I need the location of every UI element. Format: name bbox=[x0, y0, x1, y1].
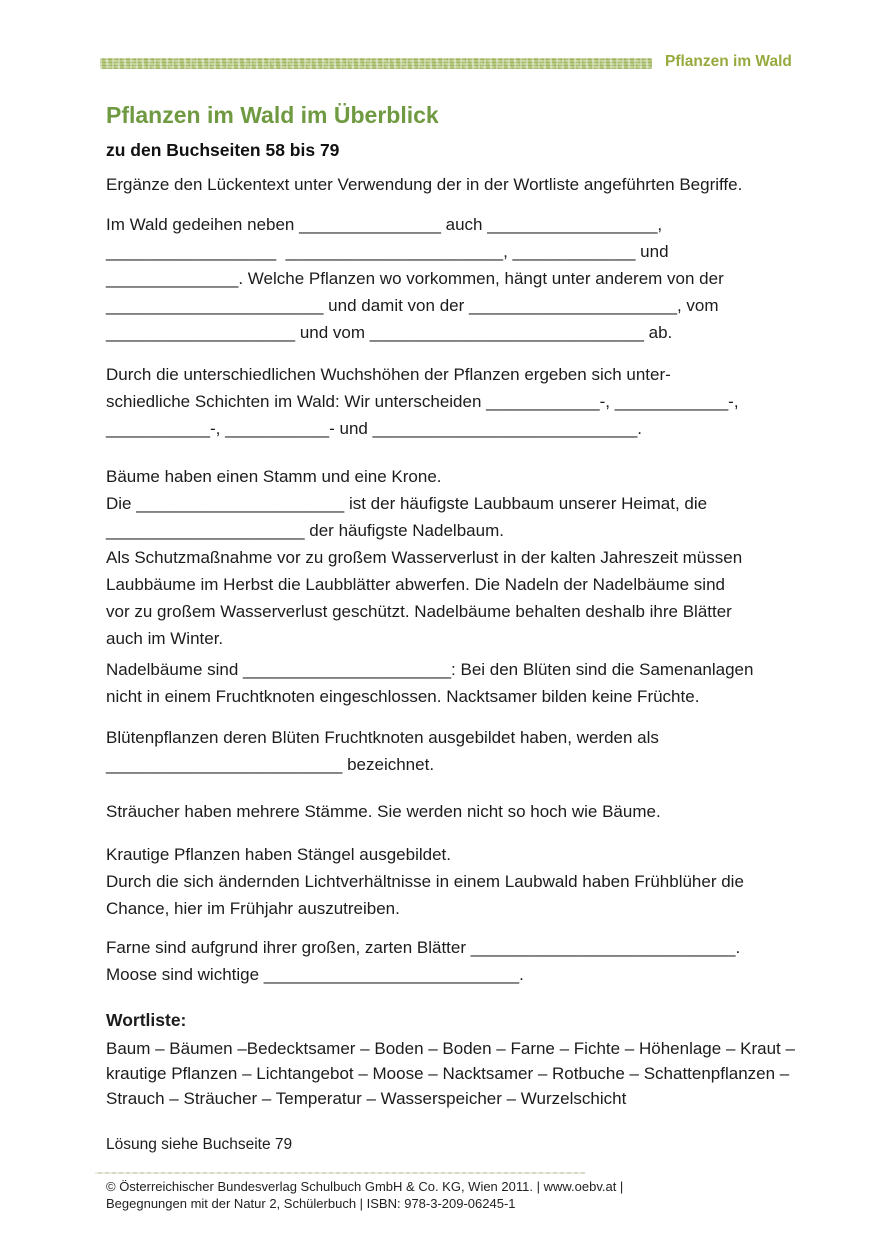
wordlist-line: krautige Pflanzen – Lichtangebot – Moose – Nacktsamer – Rotbuche – Schattenpflanzen – bbox=[106, 1064, 790, 1083]
text-line: Die ______________________ ist der häufigste Laubbaum unserer Heimat, die bbox=[106, 494, 708, 513]
task-instruction: Ergänze den Lückentext unter Verwendung der in der Wortliste angeführten Begriffe. bbox=[106, 175, 743, 194]
text-line: auch im Winter. bbox=[106, 629, 224, 648]
paragraph-farne-moose bbox=[106, 934, 826, 988]
text-line: Als Schutzmaßnahme vor zu großem Wasserverlust in der kalten Jahreszeit müssen bbox=[106, 548, 743, 567]
text-line: Blütenpflanzen deren Blüten Fruchtknoten ausgebildet haben, werden als bbox=[106, 728, 659, 747]
header-chapter-label: Pflanzen im Wald bbox=[665, 53, 792, 70]
text-line: Bäume haben einen Stamm und eine Krone. bbox=[106, 467, 442, 486]
text-line: nicht in einem Fruchtknoten eingeschlossen. Nacktsamer bilden keine Früchte. bbox=[106, 687, 700, 706]
page-title: Pflanzen im Wald im Überblick bbox=[106, 102, 439, 128]
paragraph-straeucher bbox=[106, 798, 826, 825]
solution-note: Lösung siehe Buchseite 79 bbox=[106, 1136, 293, 1153]
wordlist bbox=[106, 1036, 826, 1111]
text-line: ____________________ und vom _____________________________ ab. bbox=[106, 323, 673, 342]
paragraph-nadelbaeume bbox=[106, 656, 826, 710]
text-line: _____________________ der häufigste Nadelbaum. bbox=[106, 521, 504, 540]
text-line: Im Wald gedeihen neben _______________ auch __________________, bbox=[106, 215, 663, 234]
text-line: vor zu großem Wasserverlust geschützt. Nadelbäume behalten deshalb ihre Blätter bbox=[106, 602, 732, 621]
text-line: schiedliche Schichten im Wald: Wir unterscheiden ____________-, ____________-, bbox=[106, 392, 739, 411]
text-line: Chance, hier im Frühjahr auszutreiben. bbox=[106, 899, 400, 918]
text-line: Nadelbäume sind ______________________: Bei den Blüten sind die Samenanlagen bbox=[106, 660, 754, 679]
text-line: Moose sind wichtige ___________________________. bbox=[106, 965, 524, 984]
footer-copyright-line: © Österreichischer Bundesverlag Schulbuch GmbH & Co. KG, Wien 2011. | www.oebv.at | bbox=[106, 1179, 624, 1194]
wordlist-line: Strauch – Sträucher – Temperatur – Wasserspeicher – Wurzelschicht bbox=[106, 1089, 627, 1108]
paragraph-krautige-pflanzen bbox=[106, 841, 826, 922]
wordlist-line: Baum – Bäumen –Bedecktsamer – Boden – Boden – Farne – Fichte – Höhenlage – Kraut – bbox=[106, 1039, 795, 1058]
text-line: ___________-, ___________- und ____________________________. bbox=[106, 419, 643, 438]
paragraph-bluetenpflanzen bbox=[106, 724, 826, 778]
text-line: Durch die sich ändernden Lichtverhältnisse in einem Laubwald haben Frühblüher die bbox=[106, 872, 744, 891]
paragraph-schichten bbox=[106, 361, 826, 442]
footer bbox=[106, 1179, 826, 1212]
text-line: _______________________ und damit von der ______________________, vom bbox=[106, 296, 719, 315]
header-banner-stroke bbox=[100, 58, 652, 69]
text-line: __________________ _______________________, _____________ und bbox=[106, 242, 669, 261]
wordlist-heading: Wortliste: bbox=[106, 1010, 187, 1030]
text-line: Sträucher haben mehrere Stämme. Sie werden nicht so hoch wie Bäume. bbox=[106, 802, 661, 821]
footer-divider bbox=[95, 1172, 585, 1174]
footer-isbn-line: Begegnungen mit der Natur 2, Schülerbuch | ISBN: 978-3-209-06245-1 bbox=[106, 1195, 516, 1211]
text-line: Farne sind aufgrund ihrer großen, zarten Blätter ____________________________. bbox=[106, 938, 741, 957]
text-line: Durch die unterschiedlichen Wuchshöhen der Pflanzen ergeben sich unter- bbox=[106, 365, 671, 384]
text-line: ______________. Welche Pflanzen wo vorkommen, hängt unter anderem von der bbox=[106, 269, 724, 288]
paragraph-baeume bbox=[106, 463, 826, 652]
paragraph-gap-text-intro bbox=[106, 211, 826, 346]
text-line: _________________________ bezeichnet. bbox=[106, 755, 435, 774]
text-line: Laubbäume im Herbst die Laubblätter abwerfen. Die Nadeln der Nadelbäume sind bbox=[106, 575, 725, 594]
text-line: Krautige Pflanzen haben Stängel ausgebildet. bbox=[106, 845, 451, 864]
page-subtitle: zu den Buchseiten 58 bis 79 bbox=[106, 140, 340, 160]
